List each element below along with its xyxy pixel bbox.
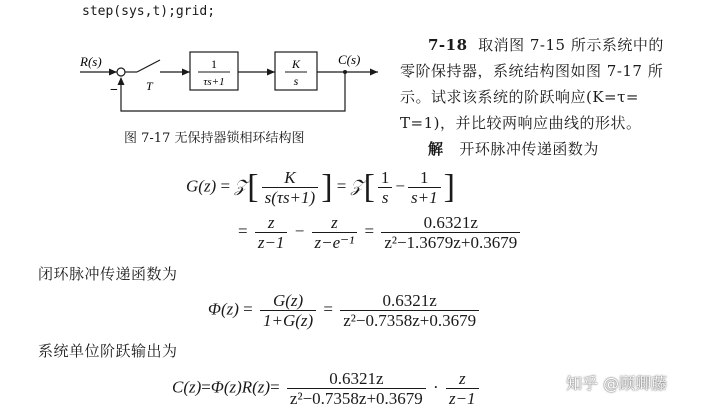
block1-numerator: 1 [211, 57, 217, 71]
matlab-code-line: step(sys,t);grid; [82, 4, 216, 19]
figure-caption: 图 7-17 无保持器锁相环结构图 [124, 131, 305, 146]
problem-line-2: 零阶保持器，系统结构图如图 7-17 所 [400, 62, 664, 80]
equation-closed-loop: Φ(z) = $\frac{G(z)}{1+G(z)}$ = $\frac{0.6321z}{\text{z²−0.7358z+0.3679}}$ [208, 291, 482, 330]
input-label: R(s) [80, 54, 102, 69]
problem-line-4: T=1)，并比较两响应曲线的形状。 [400, 114, 642, 132]
arrow-input [109, 69, 117, 76]
output-intro: 系统单位阶跃输出为 [38, 342, 178, 360]
equation-step-output: C(z)=Φ(z)R(z)= $\frac{0.6321z}{\text{z²−0.7358z+0.3679}}$ · $\frac{z}{z-1}$ [172, 369, 482, 408]
zhihu-watermark: 知乎 @顾卿藤 [566, 374, 668, 393]
equation-open-loop-result: = $\frac{z}{z-1}$ − $\frac{z}{\text{z−e⁻¹}}$ = $\frac{0.6321z}{\text{z²−1.3679z+0.3679}}$ [238, 213, 523, 252]
pickoff-point [343, 70, 347, 74]
solution-label: 解 [428, 140, 444, 158]
feedback-path [121, 72, 345, 111]
block2-denominator: s [293, 74, 299, 88]
arrow-block1 [182, 69, 190, 76]
problem-line-1: 7-18 取消图 7-15 所示系统中的 [428, 36, 664, 54]
solution-intro: 解 开环脉冲传递函数为 [428, 140, 599, 158]
problem-line-3: 示。试求该系统的阶跃响应(K=τ= [400, 88, 639, 106]
problem-number: 7-18 [428, 36, 468, 54]
equation-open-loop: G(z) = 𝒵[ $\frac{K}{s(\tau s+1)}$ ] = 𝒵[ $\frac{1}{s}$ − $\frac{1}{s+1}$ ] [186, 168, 455, 207]
arrow-feedback [118, 77, 125, 85]
summing-junction [117, 68, 125, 76]
closed-loop-intro: 闭环脉冲传递函数为 [38, 265, 178, 283]
switch-label: T [146, 79, 153, 93]
block2-numerator: K [291, 57, 301, 71]
block1-denominator: τs+1 [203, 76, 225, 88]
arrow-block2 [267, 69, 275, 76]
minus-sign: − [110, 83, 118, 98]
block-diagram [0, 0, 420, 140]
sampler-switch [137, 60, 160, 72]
output-label: C(s) [338, 52, 361, 67]
arrow-output [370, 69, 378, 76]
